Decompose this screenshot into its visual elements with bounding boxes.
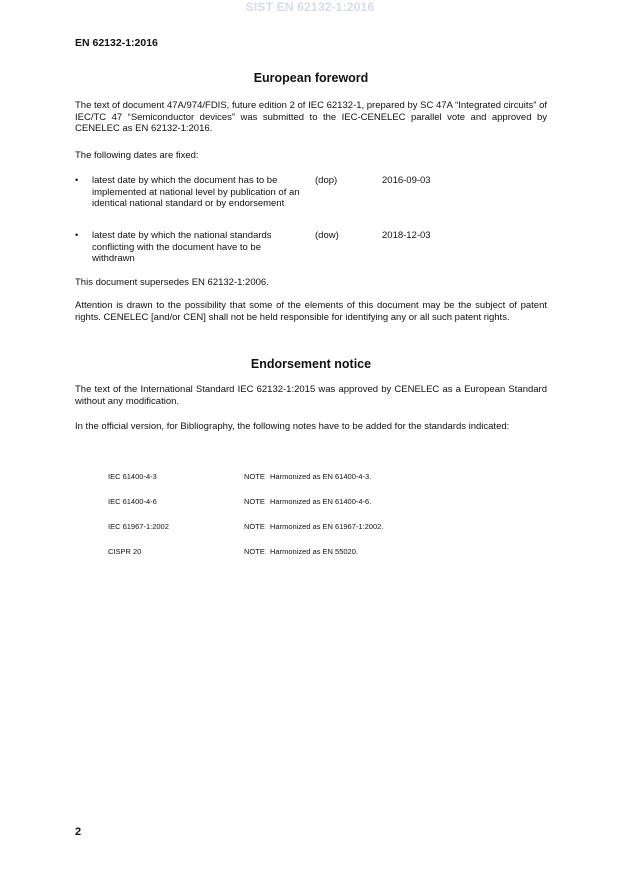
note-row [108,521,508,533]
dates-intro: The following dates are fixed: [75,150,199,161]
note-label: NOTE [244,522,265,531]
note-text: Harmonized as EN 61967-1:2002. [270,522,384,531]
date-description: latest date by which the document has to be implemented at national level by publication of an identical national standard or by endorsement [92,175,300,210]
note-standard: IEC 61400-4-6 [108,497,157,506]
foreword-intro: The text of document 47A/974/FDIS, future edition 2 of IEC 62132-1, prepared by SC 47A “Integrated circuits” of IEC/TC 47 “Semiconductor devices” was submitted to the IEC-CENELEC parallel vote and approved by CENELEC as EN 62132-1:2016. [75,100,547,135]
note-row [108,496,508,508]
date-description: latest date by which the national standards conflicting with the document have to be withdrawn [92,230,272,265]
note-row [108,546,508,558]
bibliography-intro: In the official version, for Bibliography, the following notes have to be added for the standards indicated: [75,421,510,432]
note-standard: IEC 61400-4-3 [108,472,157,481]
note-label: NOTE [244,472,265,481]
note-standard: CISPR 20 [108,547,142,556]
note-text: Harmonized as EN 55020. [270,547,358,556]
note-text: Harmonized as EN 61400-4-3. [270,472,372,481]
foreword-title: European foreword [253,71,369,85]
bullet: • [75,175,79,186]
supersedes-text: This document supersedes EN 62132-1:2006. [75,277,269,288]
endorsement-title: Endorsement notice [250,357,372,371]
patent-notice: Attention is drawn to the possibility that some of the elements of this document may be the subject of patent rights. CENELEC [and/or CEN] shall not be held responsible for identifying any or all such patent rights. [75,300,547,323]
note-row [108,471,508,483]
date-row-dow [75,230,547,266]
note-label: NOTE [244,547,265,556]
date-abbreviation: (dow) [315,230,339,241]
bullet: • [75,230,79,241]
date-value: 2018-12-03 [382,230,431,241]
date-abbreviation: (dop) [315,175,338,186]
note-standard: IEC 61967-1:2002 [108,522,169,531]
page-number: 2 [75,826,82,838]
date-row-dop [75,175,547,225]
date-value: 2016-09-03 [382,175,431,186]
endorsement-text: The text of the International Standard IEC 62132-1:2015 was approved by CENELEC as a European Standard without any modification. [75,384,547,407]
note-label: NOTE [244,497,265,506]
watermark: SIST EN 62132-1:2016 [245,0,375,14]
note-text: Harmonized as EN 61400-4-6. [270,497,372,506]
document-id: EN 62132-1:2016 [75,37,158,49]
